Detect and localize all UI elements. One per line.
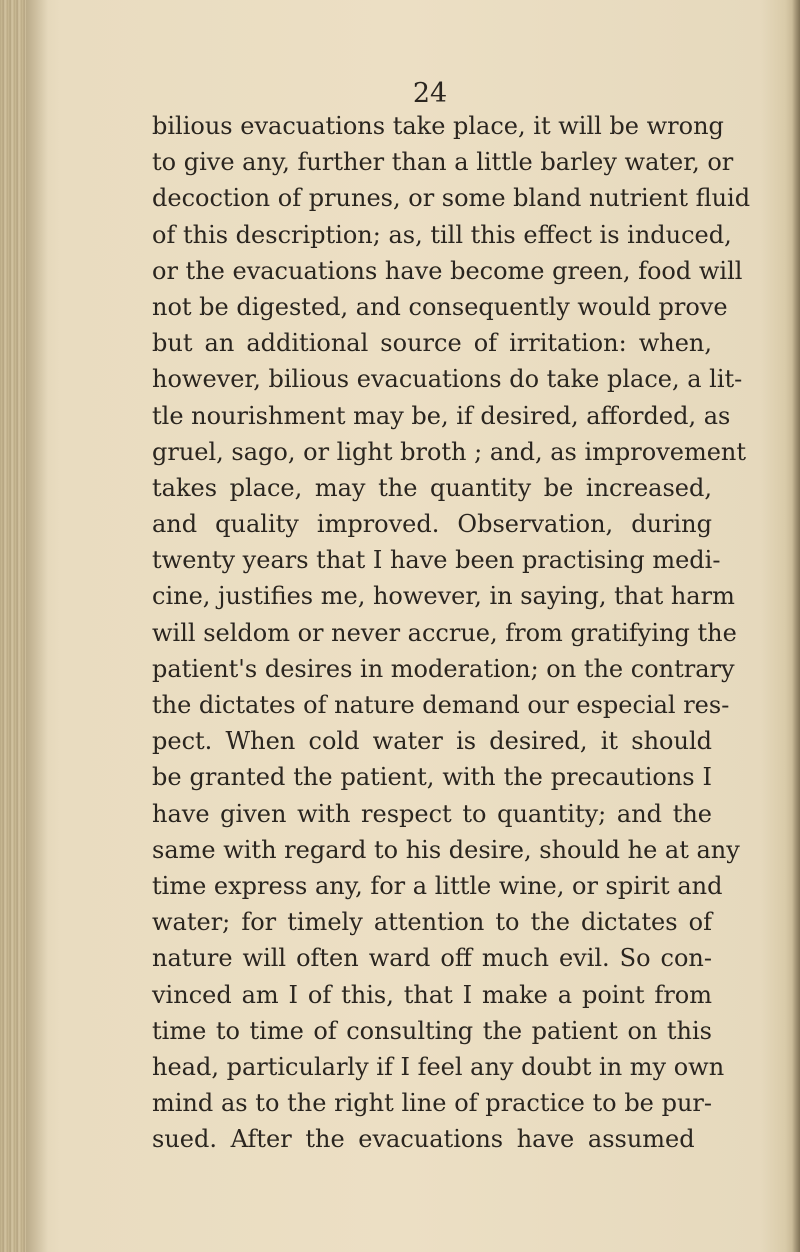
text-line: or the evacuations have become green, food will: [152, 256, 743, 285]
text-line: gruel, sago, or light broth ; and, as improvement: [152, 437, 747, 466]
text-line: sued. After the evacuations have assumed: [152, 1125, 695, 1154]
text-line: time to time of consulting the patient on this: [152, 1016, 712, 1045]
text-line: will seldom or never accrue, from gratifying the: [152, 618, 737, 647]
text-line: nature will often ward off much evil. So con-: [152, 944, 712, 973]
book-binding-gutter: [0, 0, 26, 1252]
text-line: be granted the patient, with the precautions I: [152, 763, 712, 792]
gutter-shadow: [26, 0, 48, 1252]
text-line: to give any, further than a little barley water, or: [152, 148, 734, 177]
text-line: not be digested, and consequently would prove: [152, 292, 728, 321]
text-line: decoction of prunes, or some bland nutrient fluid: [152, 184, 751, 213]
text-line: of this description; as, till this effect is induced,: [152, 220, 732, 249]
text-line: same with regard to his desire, should he at any: [152, 835, 740, 864]
text-line: cine, justifies me, however, in saying, that harm: [152, 582, 735, 611]
text-line: time express any, for a little wine, or spirit and: [152, 871, 723, 900]
text-line: bilious evacuations take place, it will be wrong: [152, 112, 724, 140]
text-line: patient's desires in moderation; on the contrary: [152, 654, 735, 683]
text-line: vinced am I of this, that I make a point from: [152, 980, 712, 1009]
text-line: water; for timely attention to the dictates of: [152, 908, 712, 937]
text-line: have given with respect to quantity; and the: [152, 799, 712, 828]
text-line: however, bilious evacuations do take place, a lit-: [152, 365, 743, 394]
text-line: head, particularly if I feel any doubt in my own: [152, 1052, 725, 1081]
text-line: twenty years that I have been practising medi-: [152, 546, 721, 575]
page-number: 24: [412, 78, 448, 109]
text-line: mind as to the right line of practice to be pur-: [152, 1089, 712, 1118]
page-edge-shadow: [792, 0, 800, 1252]
text-line: and quality improved. Observation, during: [152, 510, 712, 539]
text-line: the dictates of nature demand our especial res-: [152, 691, 730, 719]
text-line: tle nourishment may be, if desired, afforded, as: [152, 401, 731, 430]
text-line: but an additional source of irritation: when,: [152, 329, 712, 358]
body-paragraph: [152, 108, 751, 1157]
text-line: pect. When cold water is desired, it should: [152, 727, 712, 756]
text-line: takes place, may the quantity be increased,: [152, 473, 712, 502]
